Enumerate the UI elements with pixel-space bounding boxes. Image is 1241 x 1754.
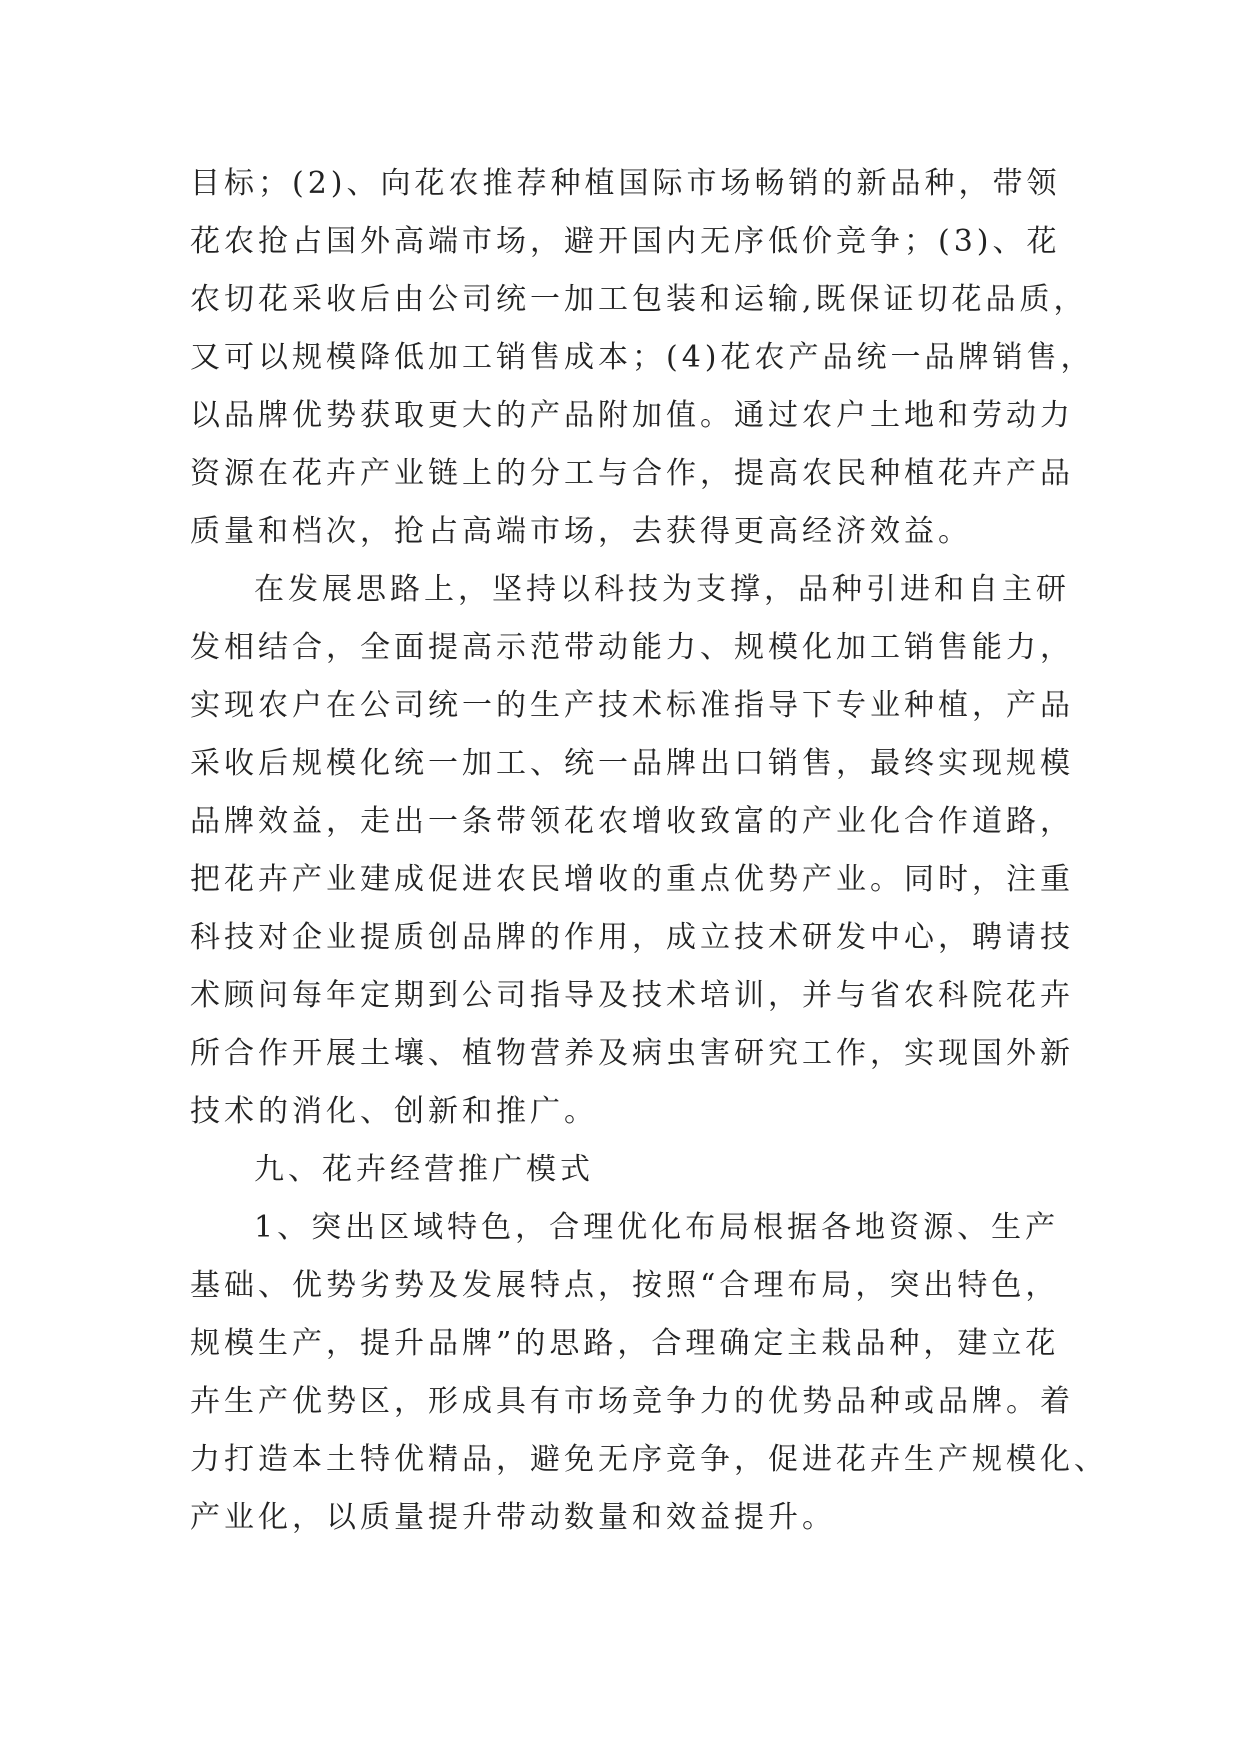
text-line: 所合作开展土壤、植物营养及病虫害研究工作，实现国外新	[190, 1036, 1074, 1071]
text-line: 花农抢占国外高端市场，避开国内无序低价竞争；(3)、花	[190, 224, 1061, 259]
text-line: 又可以规模降低加工销售成本；(4)花农产品统一品牌销售，	[190, 340, 1095, 375]
text-line: 目标；(2)、向花农推荐种植国际市场畅销的新品种，带领	[190, 166, 1061, 201]
text-line: 发相结合，全面提高示范带动能力、规模化加工销售能力，	[190, 630, 1074, 665]
text-line: 实现农户在公司统一的生产技术标准指导下专业种植，产品	[190, 688, 1074, 723]
text-line: 科技对企业提质创品牌的作用，成立技术研发中心，聘请技	[190, 920, 1074, 955]
text-line: 采收后规模化统一加工、统一品牌出口销售，最终实现规模	[190, 746, 1074, 781]
text-line: 力打造本土特优精品，避免无序竞争，促进花卉生产规模化、	[190, 1442, 1108, 1477]
heading-line: 九、花卉经营推广模式	[254, 1152, 594, 1187]
text-line: 品牌效益，走出一条带领花农增收致富的产业化合作道路，	[190, 804, 1074, 839]
text-line: 质量和档次，抢占高端市场，去获得更高经济效益。	[190, 514, 972, 549]
text-line: 卉生产优势区，形成具有市场竞争力的优势品种或品牌。着	[190, 1384, 1074, 1419]
text-line: 农切花采收后由公司统一加工包装和运输,既保证切花品质，	[190, 282, 1088, 317]
text-line: 规模生产，提升品牌”的思路，合理确定主栽品种，建立花	[190, 1326, 1060, 1361]
text-line: 基础、优势劣势及发展特点，按照“合理布局，突出特色，	[190, 1268, 1060, 1303]
section-heading	[190, 1141, 1090, 1199]
paragraph-development	[190, 561, 1090, 1141]
text-line: 产业化，以质量提升带动数量和效益提升。	[190, 1500, 836, 1535]
text-line: 在发展思路上，坚持以科技为支撑，品种引进和自主研	[254, 572, 1070, 607]
text-line: 1、突出区域特色，合理优化布局根据各地资源、生产	[254, 1210, 1060, 1245]
text-line: 技术的消化、创新和推广。	[190, 1094, 598, 1129]
text-line: 以品牌优势获取更大的产品附加值。通过农户土地和劳动力	[190, 398, 1074, 433]
paragraph-regional	[190, 1199, 1108, 1547]
text-line: 把花卉产业建成促进农民增收的重点优势产业。同时，注重	[190, 862, 1074, 897]
text-line: 资源在花卉产业链上的分工与合作，提高农民种植花卉产品	[190, 456, 1074, 491]
paragraph-goals	[190, 155, 1095, 561]
text-line: 术顾问每年定期到公司指导及技术培训，并与省农科院花卉	[190, 978, 1074, 1013]
document-body	[190, 155, 1108, 1547]
